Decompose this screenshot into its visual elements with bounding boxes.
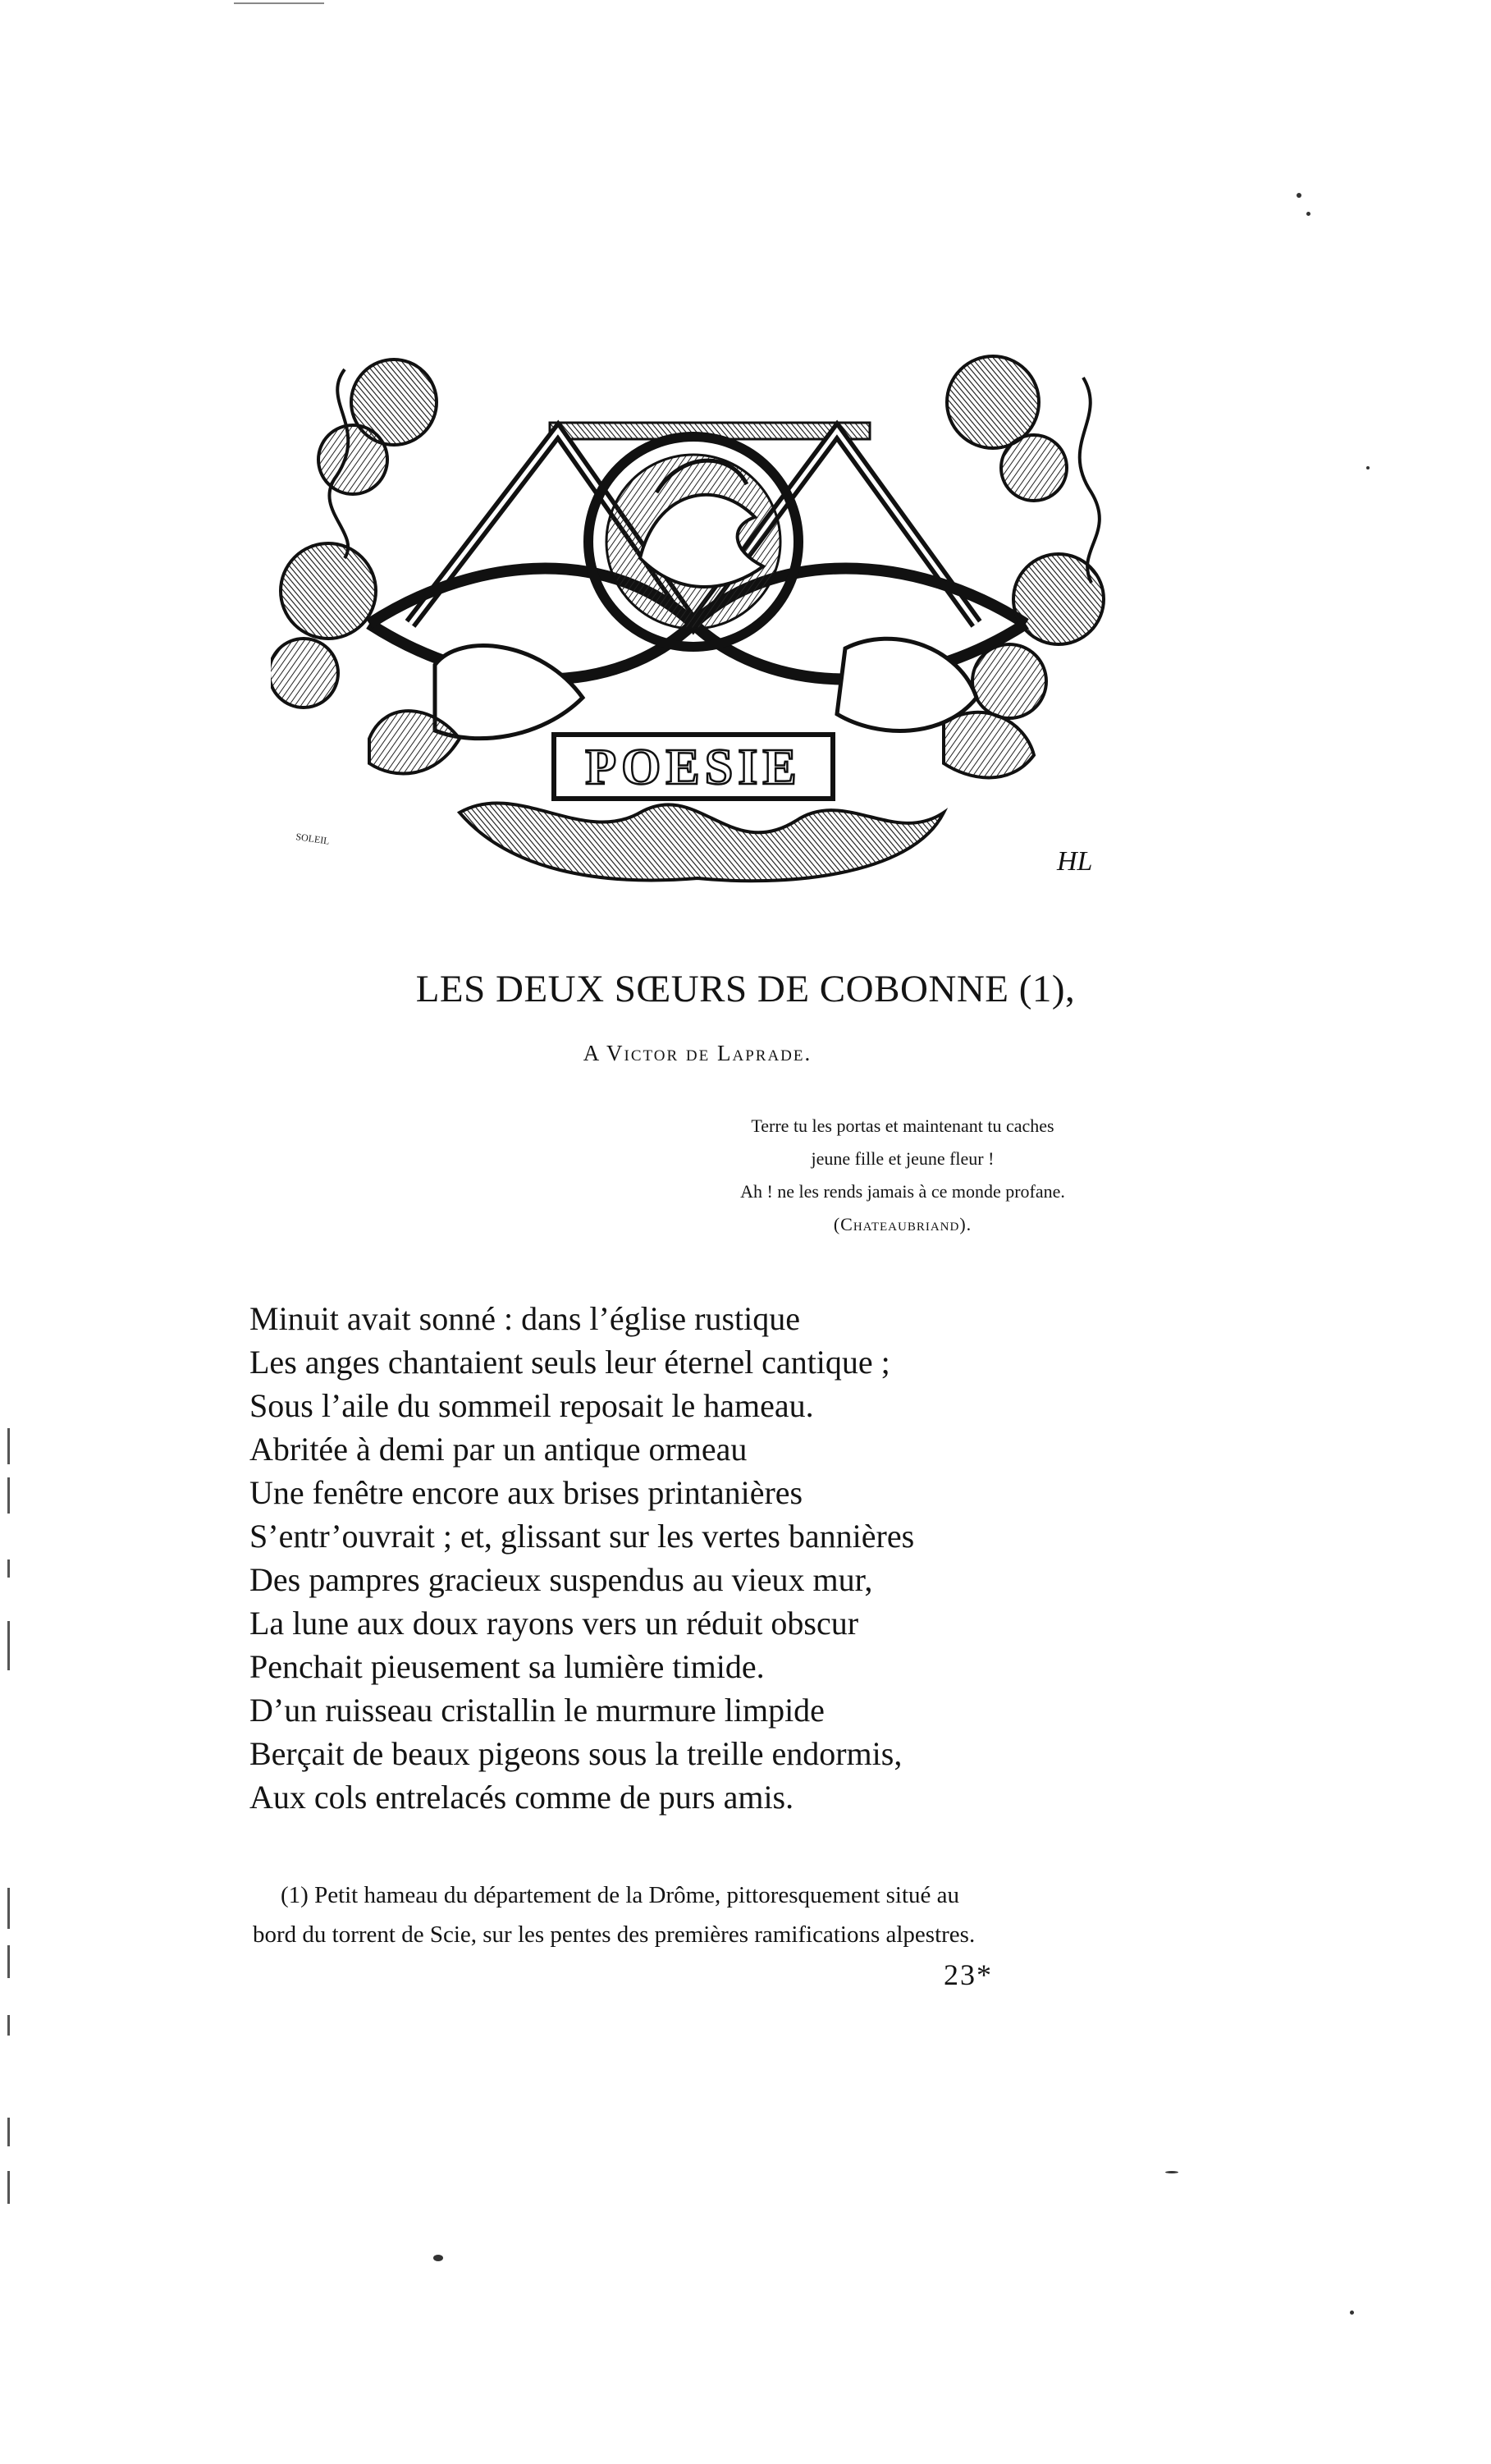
scan-speck [1366,466,1370,469]
page-number: 23* [944,1958,993,1991]
poem-line: Des pampres gracieux suspendus au vieux mur, [249,1561,873,1598]
acanthus-base [460,803,944,881]
margin-mark [7,2118,10,2146]
poem-line: Les anges chantaient seuls leur éternel cantique ; [249,1344,890,1381]
scan-speck [1297,193,1301,198]
central-medallion [588,437,798,647]
epigraph-citation: (Chateaubriand). [833,1214,972,1234]
footnote [253,1875,1141,1954]
poem-line: La lune aux doux rayons vers un réduit obscur [249,1605,859,1642]
footnote-line: bord du torrent de Scie, sur les pentes des premières ramifications alpestres. [253,1921,976,1948]
banner-text: POESIE [585,740,802,795]
margin-mark [7,1945,10,1978]
margin-mark [7,1428,10,1464]
scan-speck [1350,2311,1354,2315]
poem-line: Abritée à demi par un antique ormeau [249,1431,748,1468]
poem-line: Minuit avait sonné : dans l’église rustique [249,1300,800,1337]
top-rule [234,2,324,4]
dedication: A Victor de Laprade. [583,1041,812,1065]
margin-mark [7,1477,10,1514]
poem-title: LES DEUX SŒURS DE COBONNE (1), [415,968,1076,1010]
epigraph [673,1110,1132,1241]
margin-mark [7,1621,10,1670]
poesie-banner [554,735,833,799]
poem-line: Sous l’aile du sommeil reposait le hameau. [249,1387,814,1424]
ornamental-vignette [271,353,1116,911]
margin-mark [7,1888,10,1929]
margin-mark [7,1559,10,1578]
foliage-left [271,360,437,708]
epigraph-line: Terre tu les portas et maintenant tu caches [751,1115,1054,1136]
scan-speck [433,2255,443,2261]
epigraph-line: Ah ! ne les rends jamais à ce monde profane. [740,1181,1065,1202]
epigraph-line: jeune fille et jeune fleur ! [811,1148,995,1169]
margin-mark [7,2171,10,2204]
footnote-line: (1) Petit hameau du département de la Drôme, pittoresquement situé au [281,1882,960,1908]
poem-line: Aux cols entrelacés comme de purs amis. [249,1779,794,1816]
scan-speck [1306,212,1310,216]
poem-line: Une fenêtre encore aux brises printanières [249,1474,803,1511]
poem-line: D’un ruisseau cristallin le murmure limpide [249,1692,825,1729]
poem-body [249,1297,1111,1819]
foliage-right [947,356,1104,718]
poem-line: Penchait pieusement sa lumière timide. [249,1648,765,1685]
scan-speck [1165,2171,1178,2173]
engraver-signature: SOLEIL [295,831,331,847]
margin-mark [7,2015,10,2036]
poem-line: Berçait de beaux pigeons sous la treille endormis, [249,1735,903,1772]
poem-line: S’entr’ouvrait ; et, glissant sur les vertes bannières [249,1518,915,1555]
engraver-monogram: HL [1057,846,1093,877]
